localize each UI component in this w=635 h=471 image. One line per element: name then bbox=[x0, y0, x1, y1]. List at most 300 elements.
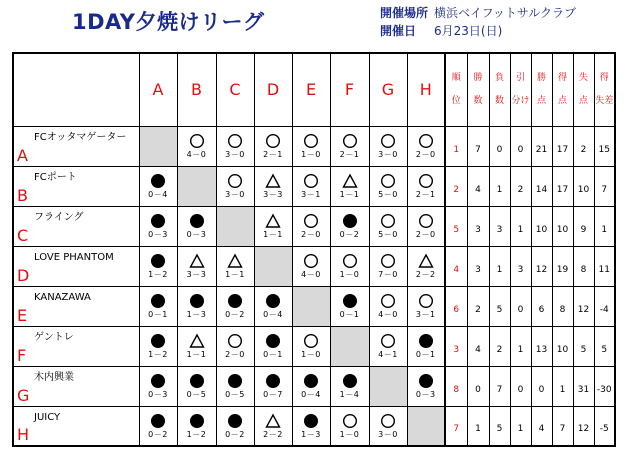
stat-cell bbox=[594, 246, 615, 286]
match-result bbox=[407, 286, 445, 326]
team-stat: 4 bbox=[475, 344, 481, 355]
rank-cell bbox=[445, 206, 467, 246]
match-result bbox=[139, 406, 177, 446]
result-content bbox=[178, 332, 216, 360]
match-result bbox=[139, 166, 177, 206]
loss-filled-circle-icon bbox=[342, 372, 358, 390]
match-score: 0－1 bbox=[415, 350, 436, 359]
match-score: 3－1 bbox=[301, 190, 321, 199]
result-content bbox=[293, 332, 330, 360]
header-row bbox=[13, 53, 615, 126]
team-stat: 21 bbox=[535, 144, 548, 155]
stat-cell bbox=[531, 406, 552, 446]
win-circle-icon bbox=[380, 252, 396, 270]
result-content bbox=[217, 292, 254, 320]
draw-triangle-icon bbox=[189, 252, 205, 270]
stat-header bbox=[445, 53, 467, 126]
match-result bbox=[292, 126, 330, 166]
stat-header-gap bbox=[511, 85, 531, 95]
match-result bbox=[216, 286, 254, 326]
column-letter: C bbox=[229, 80, 241, 100]
match-score: 0－1 bbox=[339, 310, 360, 319]
team-name: FCオッタマゲーター bbox=[34, 131, 127, 143]
rank-cell bbox=[445, 166, 467, 206]
match-result bbox=[369, 406, 407, 446]
team-row-e bbox=[13, 286, 615, 326]
match-result bbox=[292, 406, 330, 446]
stat-header-gap bbox=[446, 85, 467, 95]
result-content bbox=[293, 252, 330, 280]
result-content bbox=[178, 212, 216, 240]
team-cell bbox=[13, 406, 139, 446]
match-score: 1－0 bbox=[301, 150, 321, 159]
match-score: 3－0 bbox=[225, 150, 245, 159]
stat-cell bbox=[552, 166, 573, 206]
team-stat: 6 bbox=[538, 304, 545, 315]
match-result bbox=[216, 166, 254, 206]
stat-cell bbox=[510, 406, 531, 446]
rank-cell bbox=[445, 246, 467, 286]
result-content bbox=[255, 412, 292, 440]
match-result bbox=[177, 326, 216, 366]
stat-header-line1: 失 bbox=[578, 72, 588, 83]
stat-cell bbox=[573, 366, 594, 406]
stat-cell bbox=[573, 126, 594, 166]
match-result bbox=[407, 126, 445, 166]
team-stat: 5 bbox=[496, 424, 503, 435]
stat-cell bbox=[467, 286, 489, 326]
match-score: 3－3 bbox=[186, 270, 207, 279]
result-content bbox=[140, 172, 177, 200]
result-content bbox=[331, 132, 369, 160]
match-score: 1－1 bbox=[225, 270, 245, 279]
result-content bbox=[140, 212, 177, 240]
column-header-a bbox=[139, 53, 177, 126]
match-result bbox=[177, 406, 216, 446]
stat-header-line1: 負 bbox=[494, 72, 504, 83]
team-name: フライング bbox=[34, 211, 84, 223]
stat-cell bbox=[594, 366, 615, 406]
team-stat: 1 bbox=[517, 224, 524, 235]
team-stat: 3 bbox=[517, 264, 524, 275]
match-score: 2－0 bbox=[415, 150, 436, 159]
stat-header-line1: 勝 bbox=[536, 72, 546, 83]
rank-cell bbox=[445, 286, 467, 326]
column-header-g bbox=[369, 53, 407, 126]
stat-cell bbox=[510, 126, 531, 166]
match-score: 0－1 bbox=[148, 310, 168, 319]
win-circle-icon bbox=[380, 332, 396, 350]
match-score: 0－4 bbox=[301, 390, 321, 399]
match-score: 5－0 bbox=[378, 230, 398, 239]
result-content bbox=[331, 172, 369, 200]
team-stat: 2 bbox=[496, 344, 503, 355]
stat-cell bbox=[467, 406, 489, 446]
win-circle-icon bbox=[303, 212, 319, 230]
loss-filled-circle-icon bbox=[265, 332, 281, 350]
result-content bbox=[293, 212, 330, 240]
stat-header bbox=[467, 53, 489, 126]
team-stat: 11 bbox=[598, 264, 610, 275]
match-result bbox=[292, 246, 330, 286]
stat-cell bbox=[467, 206, 489, 246]
team-stat: 2 bbox=[475, 304, 481, 315]
team-name: 木内興業 bbox=[34, 371, 74, 383]
loss-filled-circle-icon bbox=[189, 212, 205, 230]
stat-cell bbox=[531, 326, 552, 366]
team-cell bbox=[13, 126, 139, 166]
stat-header-line1: 引 bbox=[515, 72, 525, 83]
stat-cell bbox=[510, 366, 531, 406]
stat-cell bbox=[552, 286, 573, 326]
team-stat: 7 bbox=[475, 144, 481, 155]
column-letter: E bbox=[305, 80, 317, 100]
match-result bbox=[216, 366, 254, 406]
team-cell bbox=[13, 286, 139, 326]
stat-header-line2: 点 bbox=[578, 95, 588, 106]
stat-cell bbox=[510, 246, 531, 286]
match-result bbox=[254, 286, 292, 326]
result-content bbox=[293, 132, 330, 160]
team-stat: 9 bbox=[580, 224, 587, 235]
draw-triangle-icon bbox=[265, 172, 281, 190]
match-score: 0－4 bbox=[263, 310, 283, 319]
match-result bbox=[177, 286, 216, 326]
result-content bbox=[293, 412, 330, 440]
team-letter: D bbox=[17, 265, 30, 285]
team-name: LOVE PHANTOM bbox=[34, 251, 114, 263]
match-score: 5－0 bbox=[378, 190, 398, 199]
match-score: 0－5 bbox=[225, 390, 245, 399]
team-letter: E bbox=[17, 305, 28, 325]
match-score: 0－7 bbox=[263, 390, 283, 399]
self-match-cell bbox=[369, 366, 407, 406]
team-stat: 10 bbox=[577, 184, 590, 195]
team-stat: -30 bbox=[596, 384, 612, 395]
column-letter: D bbox=[266, 80, 280, 100]
self-match-cell bbox=[330, 326, 369, 366]
result-content bbox=[140, 252, 177, 280]
column-header-d bbox=[254, 53, 292, 126]
column-letter: H bbox=[419, 80, 432, 100]
loss-filled-circle-icon bbox=[150, 332, 166, 350]
page-title: 1DAY夕焼けリーグ bbox=[72, 10, 265, 34]
result-content bbox=[217, 412, 254, 440]
team-stat: 8 bbox=[559, 304, 566, 315]
stat-cell bbox=[531, 166, 552, 206]
result-content bbox=[140, 372, 177, 400]
team-letter: B bbox=[17, 185, 28, 205]
draw-triangle-icon bbox=[265, 412, 281, 430]
self-match-cell bbox=[139, 126, 177, 166]
match-result bbox=[369, 326, 407, 366]
match-result bbox=[407, 206, 445, 246]
stat-header-line1: 勝 bbox=[473, 72, 483, 83]
team-stat: 0 bbox=[517, 304, 524, 315]
match-score: 0－3 bbox=[186, 230, 207, 239]
stat-cell bbox=[467, 246, 489, 286]
stat-header-gap bbox=[532, 85, 552, 95]
team-rank: 1 bbox=[453, 144, 460, 155]
team-stat: 12 bbox=[577, 424, 590, 435]
match-result bbox=[407, 326, 445, 366]
result-content bbox=[255, 172, 292, 200]
loss-filled-circle-icon bbox=[150, 252, 166, 270]
rank-cell bbox=[445, 326, 467, 366]
match-result bbox=[330, 406, 369, 446]
result-content bbox=[178, 372, 216, 400]
match-result bbox=[369, 246, 407, 286]
result-content bbox=[217, 132, 254, 160]
team-row-b bbox=[13, 166, 615, 206]
stat-cell bbox=[489, 326, 510, 366]
win-circle-icon bbox=[303, 172, 319, 190]
stat-cell bbox=[467, 126, 489, 166]
win-circle-icon bbox=[303, 332, 319, 350]
win-circle-icon bbox=[189, 132, 205, 150]
match-score: 1－1 bbox=[186, 350, 207, 359]
match-result bbox=[177, 366, 216, 406]
result-content bbox=[140, 412, 177, 440]
match-score: 1－4 bbox=[339, 390, 360, 399]
stat-cell bbox=[510, 166, 531, 206]
match-result bbox=[177, 126, 216, 166]
draw-triangle-icon bbox=[342, 172, 358, 190]
stat-cell bbox=[573, 326, 594, 366]
stat-cell bbox=[489, 206, 510, 246]
match-score: 2－0 bbox=[225, 350, 245, 359]
team-rank: 3 bbox=[453, 344, 460, 355]
team-stat: 7 bbox=[559, 424, 566, 435]
team-letter: G bbox=[17, 385, 30, 405]
match-result bbox=[292, 326, 330, 366]
stat-cell bbox=[489, 126, 510, 166]
match-result bbox=[254, 206, 292, 246]
match-result bbox=[177, 246, 216, 286]
team-stat: 1 bbox=[517, 424, 524, 435]
result-content bbox=[255, 332, 292, 360]
match-score: 3－0 bbox=[378, 429, 398, 439]
win-circle-icon bbox=[303, 252, 319, 270]
match-score: 3－1 bbox=[415, 310, 436, 319]
stat-header-line2: 数 bbox=[473, 95, 483, 106]
match-score: 1－3 bbox=[186, 310, 207, 319]
result-content bbox=[331, 292, 369, 320]
match-score: 1－0 bbox=[339, 429, 360, 439]
stat-cell bbox=[594, 406, 615, 446]
stat-header-line2: 失差 bbox=[595, 95, 614, 106]
match-score: 3－3 bbox=[263, 190, 283, 199]
stat-header bbox=[573, 53, 594, 126]
result-content bbox=[408, 372, 445, 400]
team-stat: 14 bbox=[535, 184, 548, 195]
match-result bbox=[330, 126, 369, 166]
result-content bbox=[370, 212, 407, 240]
match-score: 0－3 bbox=[415, 390, 436, 399]
stat-header-line1: 順 bbox=[451, 72, 461, 83]
stat-cell bbox=[552, 246, 573, 286]
draw-triangle-icon bbox=[418, 252, 434, 270]
corner-cell bbox=[13, 53, 139, 126]
team-stat: 10 bbox=[535, 224, 548, 235]
team-stat: 15 bbox=[598, 144, 610, 155]
match-result bbox=[292, 206, 330, 246]
stat-header-gap bbox=[468, 85, 489, 95]
stat-header bbox=[531, 53, 552, 126]
match-result bbox=[369, 126, 407, 166]
match-result bbox=[330, 366, 369, 406]
team-stat: 12 bbox=[535, 264, 548, 275]
team-stat: 8 bbox=[580, 264, 587, 275]
team-name: ゲントレ bbox=[34, 331, 74, 343]
result-content bbox=[370, 172, 407, 200]
win-circle-icon bbox=[380, 292, 396, 310]
team-row-d bbox=[13, 246, 615, 286]
match-result bbox=[139, 366, 177, 406]
team-row-c bbox=[13, 206, 615, 246]
team-cell bbox=[13, 206, 139, 246]
match-result bbox=[407, 366, 445, 406]
match-score: 3－0 bbox=[378, 150, 398, 159]
team-cell bbox=[13, 366, 139, 406]
column-letter: A bbox=[152, 80, 164, 100]
team-rank: 7 bbox=[453, 424, 460, 435]
loss-filled-circle-icon bbox=[150, 372, 166, 390]
result-content bbox=[408, 212, 445, 240]
match-result bbox=[369, 286, 407, 326]
loss-filled-circle-icon bbox=[265, 292, 281, 310]
self-match-cell bbox=[292, 286, 330, 326]
loss-filled-circle-icon bbox=[342, 212, 358, 230]
team-stat: 3 bbox=[496, 224, 503, 235]
team-stat: 4 bbox=[475, 184, 481, 195]
match-score: 1－3 bbox=[301, 429, 321, 439]
match-result bbox=[254, 166, 292, 206]
match-result bbox=[139, 326, 177, 366]
loss-filled-circle-icon bbox=[303, 372, 319, 390]
result-content bbox=[408, 252, 445, 280]
match-result bbox=[369, 206, 407, 246]
venue-label: 開催場所 bbox=[380, 6, 429, 20]
result-content bbox=[178, 292, 216, 320]
loss-filled-circle-icon bbox=[150, 292, 166, 310]
win-circle-icon bbox=[342, 412, 358, 430]
stat-cell bbox=[467, 326, 489, 366]
match-result bbox=[216, 126, 254, 166]
result-content bbox=[217, 332, 254, 360]
match-score: 4－1 bbox=[378, 350, 398, 359]
self-match-cell bbox=[177, 166, 216, 206]
match-score: 3－0 bbox=[225, 190, 245, 199]
stat-header bbox=[510, 53, 531, 126]
result-content bbox=[178, 132, 216, 160]
result-content bbox=[408, 132, 445, 160]
team-cell bbox=[13, 166, 139, 206]
team-stat: 17 bbox=[556, 144, 569, 155]
match-score: 0－4 bbox=[148, 190, 168, 199]
draw-triangle-icon bbox=[227, 252, 243, 270]
win-circle-icon bbox=[380, 412, 396, 430]
venue-line bbox=[380, 4, 576, 21]
team-stat: 10 bbox=[556, 224, 569, 235]
stat-cell bbox=[594, 326, 615, 366]
match-result bbox=[330, 206, 369, 246]
result-content bbox=[370, 132, 407, 160]
stat-cell bbox=[531, 126, 552, 166]
match-score: 7－0 bbox=[378, 270, 398, 279]
column-letter: B bbox=[191, 80, 202, 100]
stat-cell bbox=[531, 286, 552, 326]
team-stat: 2 bbox=[580, 144, 587, 155]
loss-filled-circle-icon bbox=[227, 412, 243, 430]
stat-cell bbox=[594, 166, 615, 206]
column-header-e bbox=[292, 53, 330, 126]
stat-header-line2: 点 bbox=[536, 95, 546, 106]
team-stat: 3 bbox=[475, 264, 481, 275]
team-stat: -5 bbox=[599, 424, 609, 435]
stat-cell bbox=[489, 366, 510, 406]
result-content bbox=[217, 372, 254, 400]
match-score: 1－0 bbox=[339, 270, 360, 279]
result-content bbox=[178, 252, 216, 280]
match-result bbox=[177, 206, 216, 246]
stat-cell bbox=[489, 406, 510, 446]
stat-cell bbox=[552, 366, 573, 406]
result-content bbox=[370, 292, 407, 320]
match-result bbox=[216, 406, 254, 446]
result-content bbox=[293, 372, 330, 400]
loss-filled-circle-icon bbox=[342, 292, 358, 310]
win-circle-icon bbox=[227, 132, 243, 150]
stat-cell bbox=[510, 206, 531, 246]
team-rank: 2 bbox=[453, 184, 460, 195]
stat-cell bbox=[489, 246, 510, 286]
stat-cell bbox=[531, 366, 552, 406]
result-content bbox=[255, 132, 292, 160]
match-score: 1－2 bbox=[186, 429, 207, 439]
match-score: 1－2 bbox=[148, 350, 168, 359]
match-score: 4－0 bbox=[378, 310, 398, 319]
match-score: 4－0 bbox=[186, 150, 207, 159]
team-letter: A bbox=[17, 145, 28, 165]
loss-filled-circle-icon bbox=[189, 292, 205, 310]
result-content bbox=[331, 252, 369, 280]
stat-header bbox=[552, 53, 573, 126]
team-letter: C bbox=[17, 225, 29, 245]
stat-cell bbox=[573, 206, 594, 246]
stat-header-line2: 点 bbox=[557, 95, 567, 106]
match-result bbox=[254, 406, 292, 446]
stat-header-line1: 得 bbox=[599, 72, 609, 83]
stat-cell bbox=[594, 126, 615, 166]
result-content bbox=[408, 332, 445, 360]
stat-cell bbox=[531, 246, 552, 286]
stat-header-line2: 数 bbox=[494, 95, 504, 106]
match-score: 0－2 bbox=[148, 429, 168, 439]
team-stat: 19 bbox=[556, 264, 569, 275]
loss-filled-circle-icon bbox=[265, 372, 281, 390]
team-rank: 8 bbox=[453, 384, 460, 395]
team-stat: 12 bbox=[577, 304, 590, 315]
team-stat: 0 bbox=[538, 384, 545, 395]
venue-value: 横浜ベイフットサルクラブ bbox=[434, 6, 576, 20]
team-row-a bbox=[13, 126, 615, 166]
result-content bbox=[370, 252, 407, 280]
match-result bbox=[254, 326, 292, 366]
column-header-c bbox=[216, 53, 254, 126]
stat-header-gap bbox=[595, 85, 615, 95]
team-stat: 1 bbox=[517, 344, 524, 355]
